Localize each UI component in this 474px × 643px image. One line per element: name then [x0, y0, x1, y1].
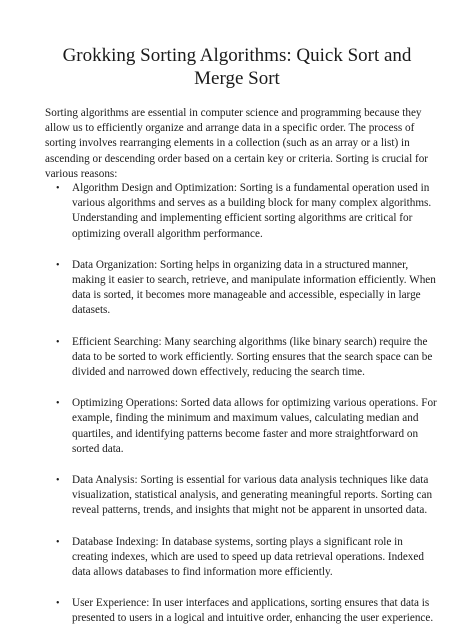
list-item-optimizing-operations: [45, 396, 437, 457]
list-item-algorithm-design: [45, 181, 437, 242]
list-item-text: Optimizing Operations: Sorted data allows for optimizing various operations. For example, finding the minimum and maximum values, calculating median and quartiles, and identifying patterns become faster and more straightforward on sorted data.: [72, 397, 437, 455]
intro-paragraph: Sorting algorithms are essential in computer science and programming because they allow us to efficiently organize and arrange data in a specific order. The process of sorting involves rearranging elements in a collection (such as an array or a list) in ascending or descending order based on a certain key or criteria. Sorting is crucial for various reasons:: [45, 107, 429, 180]
bullet-icon: •: [56, 183, 60, 194]
list-item-text: Data Analysis: Sorting is essential for various data analysis techniques like data visualization, statistical analysis, and generating meaningful reports. Sorting can reveal patterns, trends, and insights that might not be apparent in unsorted data.: [72, 474, 433, 517]
document-title: Grokking Sorting Algorithms: Quick Sort and Merge Sort: [62, 45, 412, 89]
list-item-data-organization: [45, 258, 437, 319]
bullet-icon: •: [56, 598, 60, 610]
list-item-text: User Experience: In user interfaces and applications, sorting ensures that data is presented to users in a logical and intuitive order, enhancing the user experience.: [72, 597, 434, 625]
list-item-text: Efficient Searching: Many searching algorithms (like binary search) require the data to be sorted to work efficiently. Sorting ensures that the search space can be divided and narrowed down effectively, reducing the search time.: [72, 335, 433, 379]
bullet-icon: •: [56, 475, 60, 487]
list-item-efficient-searching: [45, 335, 437, 381]
list-item-text: Data Organization: Sorting helps in organizing data in a structured manner, making it easier to search, retrieve, and manipulate information efficiently. When data is sorted, it becomes more manageable and accessible, especially in large datasets.: [72, 258, 436, 317]
list-item-database-indexing: [45, 535, 437, 581]
bullet-icon: •: [56, 259, 60, 271]
bullet-icon: •: [56, 398, 60, 410]
list-item-text: Database Indexing: In database systems, sorting plays a significant role in creating indexes, which are used to speed up data retrieval operations. Indexed data allows databases to find information more efficiently.: [72, 535, 424, 579]
bullet-icon: •: [56, 336, 60, 348]
bullet-icon: •: [56, 536, 60, 548]
list-item-text: Algorithm Design and Optimization: Sorting is a fundamental operation used in various algorithms and serves as a building block for many complex algorithms. Understanding and implementing efficient sorting algorithms are critical for optimizing overall algorithm performance.: [72, 182, 432, 240]
list-item-data-analysis: [45, 473, 437, 519]
list-item-user-experience: [45, 596, 437, 626]
reasons-list: [45, 181, 437, 643]
